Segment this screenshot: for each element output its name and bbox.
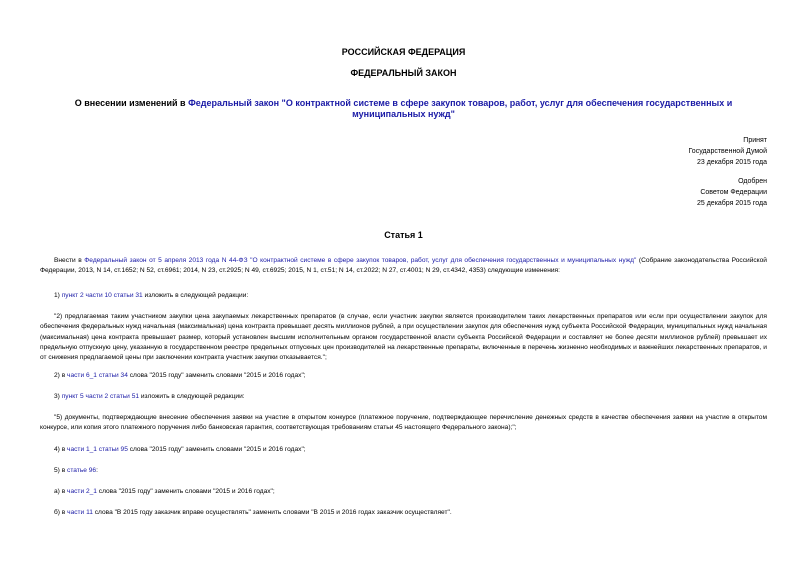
item-3 (40, 392, 767, 402)
item-2-link-part[interactable]: части 6_1 (67, 372, 97, 379)
item-4-suffix: слова "2015 году" заменить словами "2015 и 2016 годах"; (127, 446, 306, 453)
country-heading: РОССИЙСКАЯ ФЕДЕРАЦИЯ (341, 47, 466, 57)
approved-block (697, 176, 767, 209)
item-1-prefix: 1) (54, 292, 62, 299)
intro-link[interactable]: Федеральный закон от 5 апреля 2013 года N 44-ФЗ "О контрактной системе в сфере закупок товаров, работ, услуг для обеспечения государственных и муниципальных нужд" (84, 257, 637, 264)
intro-suffix: (Собрание законодательства Российской Федерации, 2013, N 14, ст.1652; N 52, ст.6961; 2014, N 23, ст.2925; N 49, ст.6925; 2015, N 1, ст.51; N 14, ст.2022; N 27, ст.4001; N 29, ст.4342, 4353) следующие изменения: (40, 257, 767, 275)
item-5-suffix: : (96, 467, 98, 474)
intro-prefix: Внести в (54, 257, 85, 264)
item-1-link[interactable]: пункт 2 части 10 статьи 31 (61, 292, 143, 299)
item-5b-suffix: слова "В 2015 году заказчик вправе осуществлять" заменить словами "В 2015 и 2016 годах заказчик осуществляет". (92, 509, 452, 516)
item-5a-link[interactable]: части 2_1 (67, 488, 97, 495)
item-2-suffix: слова "2015 году" заменить словами "2015 и 2016 годах"; (127, 372, 306, 379)
adopted-block (688, 135, 767, 168)
item-5a-prefix: а) в (54, 488, 68, 495)
item-5 (40, 466, 767, 476)
intro-paragraph (40, 256, 767, 277)
law-title (40, 98, 767, 120)
approved-by: Советом Федерации (700, 189, 767, 196)
item-5b-link[interactable]: части 11 (67, 509, 93, 516)
quote-3: "5) документы, подтверждающие внесение обеспечения заявки на участие в открытом конкурсе (платежное поручение, подтверждающее перечисление денежных средств в качестве обеспечения заявки на участие в открытом конкурсе, или копия этого платежного поручения либо банковская гарантия, соответствующая требованиям статьи 45 настоящего Федерального закона);"; (40, 414, 767, 432)
law-title-link[interactable]: Федеральный закон "О контрактной системе в сфере закупок товаров, работ, услуг для обеспечения государственных и муниципальных нужд" (188, 98, 733, 119)
item-3-prefix: 3) (54, 393, 62, 400)
adopted-by: Государственной Думой (688, 148, 767, 155)
item-2-link-article[interactable]: статьи 34 (98, 372, 128, 379)
item-1 (40, 291, 767, 301)
law-type-heading: ФЕДЕРАЛЬНЫЙ ЗАКОН (350, 68, 457, 78)
adopted-label: Принят (743, 137, 767, 144)
item-4 (40, 445, 767, 455)
item-2 (40, 371, 767, 381)
item-3-link[interactable]: пункт 5 части 2 статьи 51 (61, 393, 140, 400)
law-title-prefix: О внесении изменений в (74, 98, 189, 108)
item-4-link[interactable]: части 1_1 статьи 95 (67, 446, 128, 453)
item-2-prefix: 2) в (54, 372, 68, 379)
item-1-suffix: изложить в следующей редакции: (142, 292, 249, 299)
approved-date: 25 декабря 2015 года (696, 200, 767, 207)
item-5a (40, 487, 767, 497)
adopted-date: 23 декабря 2015 года (696, 159, 767, 166)
item-5-link[interactable]: статье 96 (67, 467, 97, 474)
item-3-suffix: изложить в следующей редакции: (139, 393, 245, 400)
item-5a-suffix: слова "2015 году" заменить словами "2015 и 2016 годах"; (96, 488, 275, 495)
quote-1: "2) предлагаемая таким участником закупки цена закупаемых лекарственных препаратов (в случае, если участник закупки является производителем таких лекарственных препаратов или если при осуществлении закупок для обеспечения федеральных нужд начальная (максимальная) цена контракта превышает десять миллионов рублей, а при осуществлении закупок для обеспечения нужд субъекта Российской Федерации, муниципальных нужд начальная (максимальная) цена контракта превышает размер, который установлен высшим исполнительным органом государственной власти субъекта Российской Федерации и составляет не более десяти миллионов рублей) превышает их предельную отпускную цену, указанную в государственном реестре предельных отпускных цен производителей на лекарственные препараты, включенные в перечень жизненно необходимых и важнейших лекарственных препаратов, и от снижения предлагаемой цены при заключении контракта участник закупки отказывается."; (40, 313, 767, 362)
item-5b (40, 508, 767, 518)
item-5-prefix: 5) в (54, 467, 68, 474)
approved-label: Одобрен (738, 178, 767, 185)
item-5b-prefix: б) в (54, 509, 68, 516)
article-heading: Статья 1 (384, 230, 423, 240)
item-4-prefix: 4) в (54, 446, 68, 453)
